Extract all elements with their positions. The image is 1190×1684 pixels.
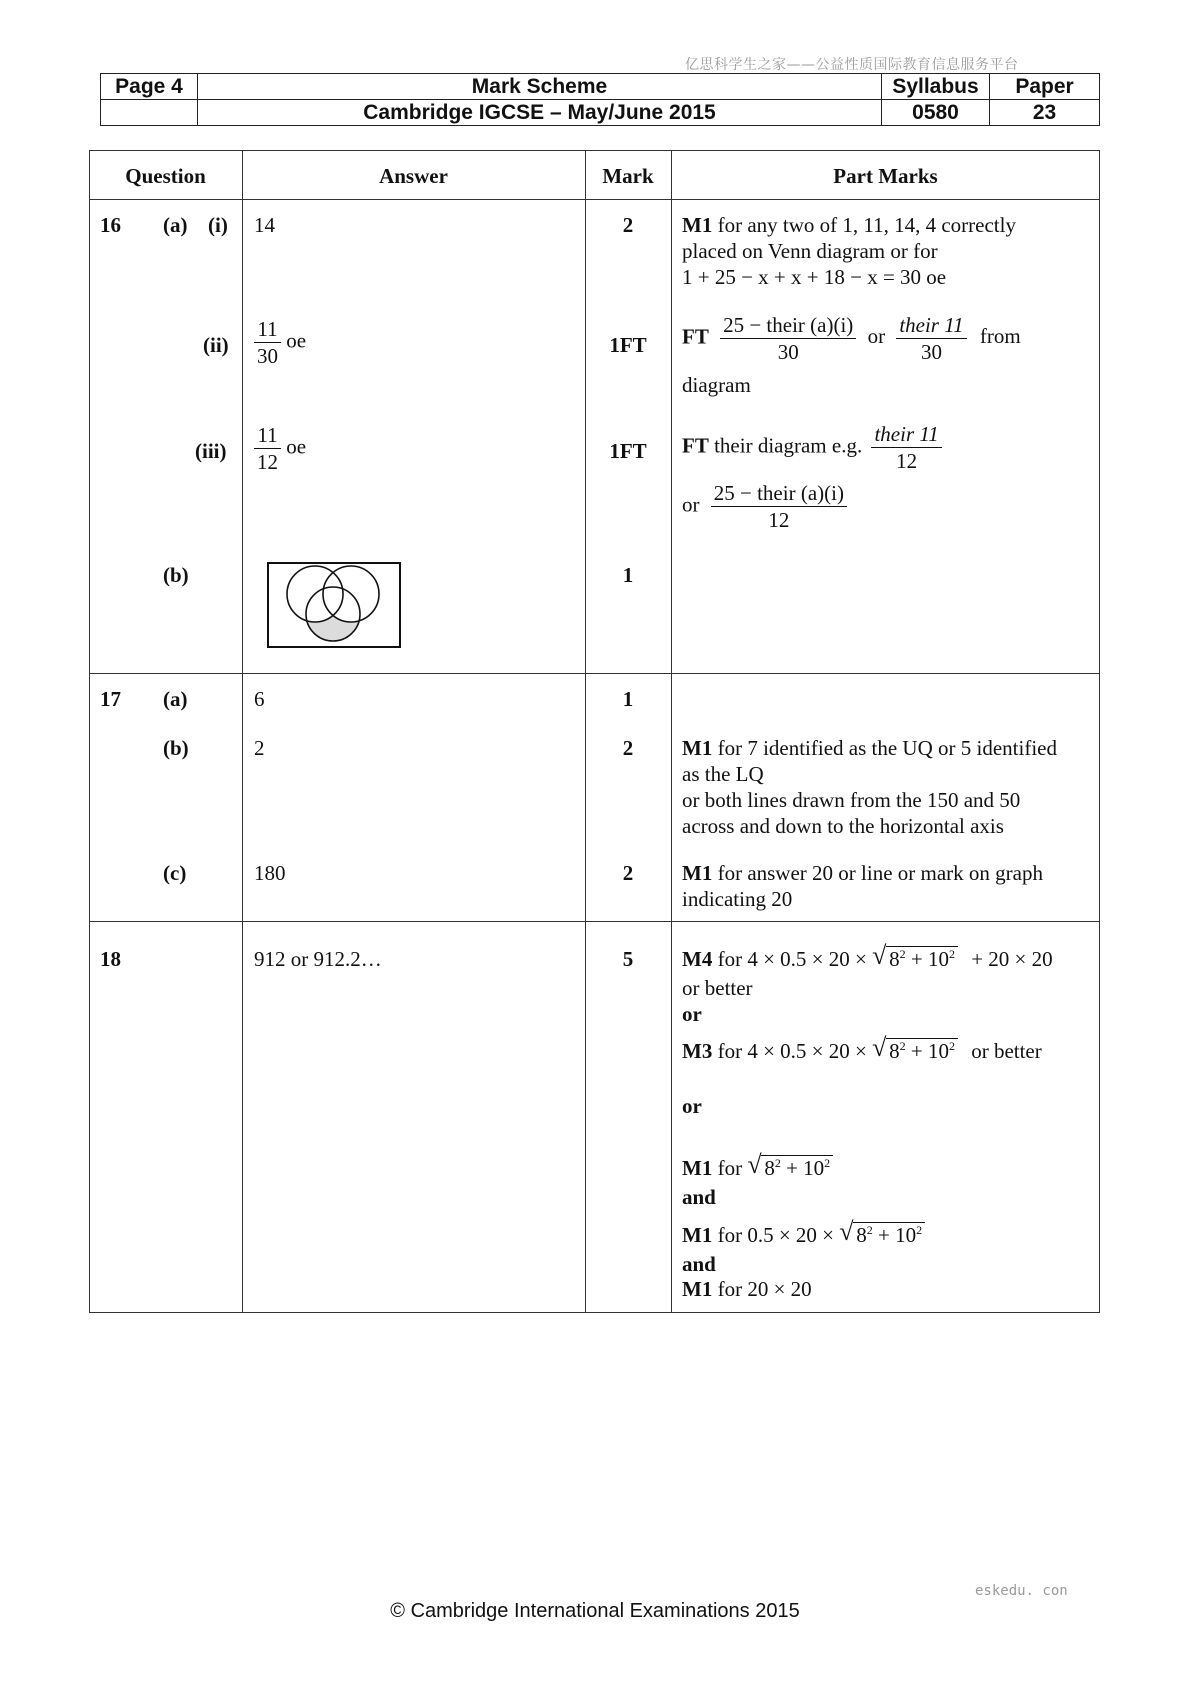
part-marks-formula [682, 1033, 1042, 1064]
fraction-numerator: 11 [254, 422, 281, 449]
question-subpart: (iii) [195, 439, 227, 463]
mark-code: M3 [682, 1039, 713, 1063]
square-root: √ $8^2 + 10^2$ [839, 1222, 925, 1248]
or-text: or [682, 492, 700, 517]
column-divider [242, 150, 243, 1313]
column-divider [585, 150, 586, 1313]
square-root: √ $8^2 + 10^2$ [872, 946, 958, 972]
syllabus-code: 0580 [882, 100, 990, 126]
mark-value: 1FT [609, 439, 647, 463]
answer-fraction [254, 316, 306, 369]
mark-code: M1 [682, 1156, 713, 1180]
answer-fraction [254, 422, 306, 475]
row-divider [89, 673, 1100, 674]
fraction-numerator: 11 [254, 316, 281, 343]
part-marks-line: for answer 20 or line or mark on graph [717, 861, 1043, 885]
part-marks-formula [682, 1217, 925, 1248]
part-marks-text [682, 1276, 812, 1302]
mark-code: FT [682, 324, 709, 349]
part-marks-line: as the LQ [682, 762, 764, 786]
answer-text: 180 [254, 861, 286, 885]
fraction-denominator: 30 [777, 340, 799, 364]
column-header-answer: Answer [379, 164, 448, 188]
paper-label: Paper [990, 74, 1100, 100]
part-marks-line: diagram [682, 373, 751, 397]
part-marks-text: for 0.5 × 20 × [717, 1223, 835, 1247]
mark-code: M1 [682, 861, 713, 885]
and-text: and [682, 1252, 716, 1276]
mark-code: FT [682, 433, 709, 458]
answer-oe: oe [286, 434, 307, 459]
mark-code: M4 [682, 947, 713, 971]
question-part: (b) [163, 563, 189, 587]
copyright-footer: © Cambridge International Examinations 2015 [390, 1600, 800, 1622]
part-marks-line: or better [682, 976, 753, 1000]
column-header-mark: Mark [602, 164, 654, 188]
question-subpart: (i) [208, 213, 228, 237]
document-subtitle: Cambridge IGCSE – May/June 2015 [198, 100, 882, 126]
part-marks-text [682, 735, 1057, 761]
part-marks-line: for 7 identified as the UQ or 5 identified [717, 736, 1057, 760]
fraction-denominator: 30 [257, 344, 278, 368]
venn-diagram [267, 562, 401, 650]
answer-text: 912 or 912.2… [254, 947, 382, 971]
from-text: from [979, 324, 1021, 349]
question-number: 16 [100, 213, 121, 237]
part-marks-text [682, 860, 1043, 886]
header-table [100, 73, 1100, 126]
fraction-denominator: 30 [920, 340, 942, 364]
question-part: (b) [163, 736, 189, 760]
part-marks-formula [682, 421, 942, 474]
mark-value: 1FT [609, 333, 647, 357]
part-marks-formula [682, 1150, 833, 1181]
watermark-top: 亿思科学生之家——公益性质国际教育信息服务平台 [685, 57, 1019, 73]
part-marks-line: placed on Venn diagram or for [682, 239, 938, 263]
part-marks-line: for 20 × 20 [717, 1277, 812, 1301]
mark-code: M1 [682, 1223, 713, 1247]
mark-value: 2 [622, 213, 634, 237]
answer-text: 14 [254, 213, 275, 237]
question-part: (c) [163, 861, 187, 885]
fraction-numerator: 25 − their (a)(i) [720, 312, 856, 339]
page-number: Page 4 [101, 74, 198, 100]
part-marks-text [682, 212, 1016, 238]
answer-oe: oe [286, 328, 307, 353]
part-marks-formula [682, 480, 847, 533]
mark-code: M1 [682, 1277, 713, 1301]
fraction-denominator: 12 [257, 450, 278, 474]
or-text: or [682, 1002, 702, 1026]
question-part: (a) [163, 687, 188, 711]
mark-value: 2 [622, 861, 634, 885]
fraction-denominator: 12 [896, 449, 918, 473]
part-marks-line: or both lines drawn from the 150 and 50 [682, 788, 1021, 812]
column-header-question: Question [125, 164, 206, 188]
answer-text: 2 [254, 736, 265, 760]
question-number: 17 [100, 687, 121, 711]
answer-text: 6 [254, 687, 265, 711]
syllabus-label: Syllabus [882, 74, 990, 100]
square-root: √ $8^2 + 10^2$ [872, 1038, 958, 1064]
mark-value: 5 [622, 947, 634, 971]
part-marks-line: indicating 20 [682, 887, 793, 911]
part-marks-text: + 20 × 20 [971, 947, 1053, 971]
or-text: or [682, 1094, 702, 1118]
question-subpart: (ii) [203, 333, 229, 357]
mark-code: M1 [682, 213, 713, 237]
or-text: or [867, 324, 886, 349]
column-divider [671, 150, 672, 1313]
paper-number: 23 [990, 100, 1100, 126]
part-marks-formula [682, 312, 1021, 365]
part-marks-formula [682, 941, 1053, 972]
column-header-part-marks: Part Marks [833, 164, 938, 188]
fraction-denominator: 12 [768, 508, 790, 532]
mark-code: M1 [682, 736, 713, 760]
fraction-numerator: their 11 [896, 312, 966, 339]
document-title: Mark Scheme [198, 74, 882, 100]
square-root: √ $8^2 + 10^2$ [747, 1155, 833, 1181]
part-marks-text: for 4 × 0.5 × 20 × [717, 1039, 867, 1063]
fraction-numerator: their 11 [871, 421, 941, 448]
fraction-numerator: 25 − their (a)(i) [711, 480, 847, 507]
part-marks-text: for 4 × 0.5 × 20 × [717, 947, 867, 971]
part-marks-line: across and down to the horizontal axis [682, 814, 1004, 838]
watermark-bottom: eskedu. con [975, 1583, 1068, 1599]
row-divider [89, 199, 1100, 200]
part-marks-equation: 1 + 25 − x + x + 18 − x = 30 oe [682, 265, 947, 289]
question-number: 18 [100, 947, 121, 971]
mark-value: 2 [622, 736, 634, 760]
mark-value: 1 [622, 563, 634, 587]
header-blank [101, 100, 198, 126]
question-part: (a) [163, 213, 188, 237]
and-text: and [682, 1185, 716, 1209]
part-marks-text: or better [971, 1039, 1042, 1063]
part-marks-text: for [717, 1156, 743, 1180]
row-divider [89, 921, 1100, 922]
part-marks-text: their diagram e.g. [714, 433, 863, 458]
part-marks-line: for any two of 1, 11, 14, 4 correctly [717, 213, 1016, 237]
mark-value: 1 [622, 687, 634, 711]
